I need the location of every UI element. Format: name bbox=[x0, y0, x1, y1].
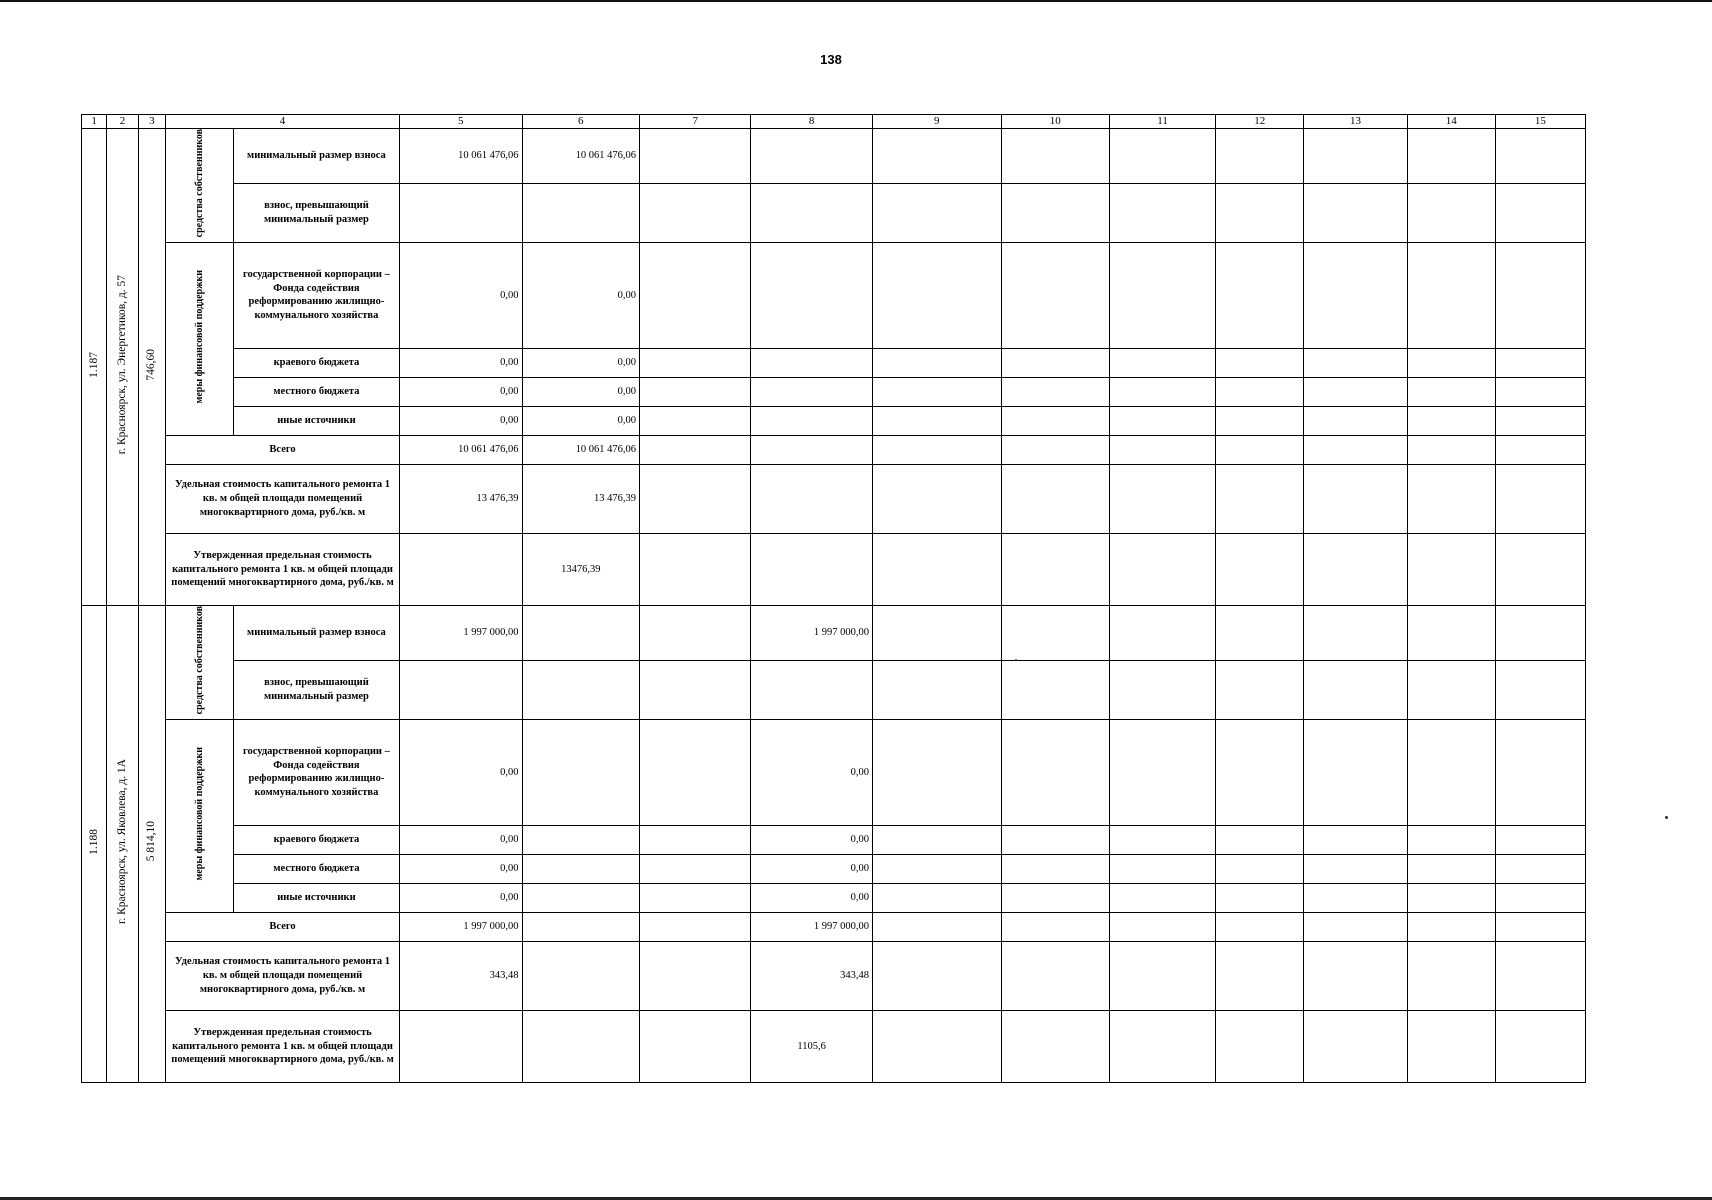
row-excess-fee bbox=[82, 183, 1586, 242]
column-header: 13 bbox=[1304, 115, 1407, 129]
cell-col7 bbox=[640, 129, 751, 184]
cell-col9 bbox=[872, 883, 1001, 912]
cell-col14 bbox=[1407, 883, 1495, 912]
cell-col15 bbox=[1495, 406, 1585, 435]
cell-col11 bbox=[1109, 912, 1215, 941]
row-total bbox=[82, 435, 1586, 464]
cell-col8 bbox=[751, 435, 873, 464]
cell-col6 bbox=[522, 660, 639, 719]
cell-col14 bbox=[1407, 242, 1495, 348]
column-header: 12 bbox=[1216, 115, 1304, 129]
cell-col5: 1 997 000,00 bbox=[399, 605, 522, 660]
cell-col9 bbox=[872, 660, 1001, 719]
cell-col12 bbox=[1216, 533, 1304, 605]
cell-col13 bbox=[1304, 377, 1407, 406]
cell-col11 bbox=[1109, 348, 1215, 377]
cell-col5 bbox=[399, 660, 522, 719]
row-other bbox=[82, 883, 1586, 912]
cell-col7 bbox=[640, 533, 751, 605]
cell-col9 bbox=[872, 242, 1001, 348]
cell-col5: 0,00 bbox=[399, 377, 522, 406]
object-address bbox=[107, 605, 138, 1082]
row-label: Утвержденная предельная стоимость капитального ремонта 1 кв. м общей площади помещений многоквартирного дома, руб./кв. м bbox=[166, 533, 400, 605]
cell-col8: 1 997 000,00 bbox=[751, 605, 873, 660]
object-area-text: 5 814,10 bbox=[145, 821, 158, 862]
cell-col6: 0,00 bbox=[522, 242, 639, 348]
cell-col10 bbox=[1001, 883, 1109, 912]
column-header: 1 bbox=[82, 115, 107, 129]
cell-col7 bbox=[640, 464, 751, 533]
cell-col8: 0,00 bbox=[751, 719, 873, 825]
cell-col13 bbox=[1304, 941, 1407, 1010]
cell-col6 bbox=[522, 883, 639, 912]
cell-col13 bbox=[1304, 242, 1407, 348]
cell-col5 bbox=[399, 1010, 522, 1082]
row-label: взнос, превышающий минимальный размер bbox=[233, 183, 399, 242]
cell-col7 bbox=[640, 183, 751, 242]
cell-col7 bbox=[640, 605, 751, 660]
cell-col9 bbox=[872, 1010, 1001, 1082]
cell-col5: 0,00 bbox=[399, 406, 522, 435]
cell-col5: 1 997 000,00 bbox=[399, 912, 522, 941]
object-area bbox=[138, 605, 165, 1082]
cell-col13 bbox=[1304, 854, 1407, 883]
repair-plan-table bbox=[81, 114, 1586, 1083]
row-limit-cost bbox=[82, 533, 1586, 605]
column-header: 5 bbox=[399, 115, 522, 129]
cell-col12 bbox=[1216, 1010, 1304, 1082]
cell-col10 bbox=[1001, 406, 1109, 435]
row-regional bbox=[82, 825, 1586, 854]
cell-col7 bbox=[640, 912, 751, 941]
cell-col9 bbox=[872, 854, 1001, 883]
cell-col14 bbox=[1407, 912, 1495, 941]
cell-col12 bbox=[1216, 464, 1304, 533]
cell-col14 bbox=[1407, 377, 1495, 406]
cell-col14 bbox=[1407, 854, 1495, 883]
financial-support-group bbox=[166, 242, 234, 435]
cell-col10 bbox=[1001, 129, 1109, 184]
cell-col6 bbox=[522, 825, 639, 854]
cell-col15 bbox=[1495, 183, 1585, 242]
cell-col7 bbox=[640, 883, 751, 912]
cell-col12 bbox=[1216, 348, 1304, 377]
cell-col15 bbox=[1495, 1010, 1585, 1082]
owners-funds-group bbox=[166, 129, 234, 243]
row-label: Всего bbox=[166, 435, 400, 464]
cell-col15 bbox=[1495, 719, 1585, 825]
cell-col7 bbox=[640, 719, 751, 825]
cell-col13 bbox=[1304, 605, 1407, 660]
row-min-fee bbox=[82, 129, 1586, 184]
cell-col8: 0,00 bbox=[751, 825, 873, 854]
cell-col7 bbox=[640, 435, 751, 464]
cell-col11 bbox=[1109, 719, 1215, 825]
owners-funds-group-text: средства собственников bbox=[193, 605, 205, 715]
cell-col6: 0,00 bbox=[522, 348, 639, 377]
cell-col8: 1105,6 bbox=[751, 1010, 873, 1082]
row-local bbox=[82, 377, 1586, 406]
row-unit-cost bbox=[82, 941, 1586, 1010]
cell-col7 bbox=[640, 242, 751, 348]
cell-col9 bbox=[872, 183, 1001, 242]
row-label: краевого бюджета bbox=[233, 825, 399, 854]
cell-col7 bbox=[640, 825, 751, 854]
column-header: 2 bbox=[107, 115, 138, 129]
cell-col15 bbox=[1495, 348, 1585, 377]
cell-col11 bbox=[1109, 464, 1215, 533]
cell-col9 bbox=[872, 464, 1001, 533]
column-header: 9 bbox=[872, 115, 1001, 129]
cell-col13 bbox=[1304, 406, 1407, 435]
cell-col10 bbox=[1001, 1010, 1109, 1082]
cell-col15 bbox=[1495, 435, 1585, 464]
row-label: местного бюджета bbox=[233, 854, 399, 883]
column-header: 15 bbox=[1495, 115, 1585, 129]
cell-col14 bbox=[1407, 348, 1495, 377]
owners-funds-group-text: средства собственников bbox=[193, 129, 205, 238]
cell-col6: 13476,39 bbox=[522, 533, 639, 605]
cell-col15 bbox=[1495, 941, 1585, 1010]
cell-col7 bbox=[640, 854, 751, 883]
cell-col12 bbox=[1216, 941, 1304, 1010]
row-label: государственной корпорации – Фонда содействия реформированию жилищно-коммунального хозяйства bbox=[233, 242, 399, 348]
object-area-text: 746,60 bbox=[145, 348, 158, 381]
cell-col10 bbox=[1001, 533, 1109, 605]
cell-col12 bbox=[1216, 183, 1304, 242]
cell-col6 bbox=[522, 912, 639, 941]
cell-col11 bbox=[1109, 883, 1215, 912]
cell-col10 bbox=[1001, 348, 1109, 377]
cell-col5: 13 476,39 bbox=[399, 464, 522, 533]
cell-col6: 10 061 476,06 bbox=[522, 129, 639, 184]
cell-col9 bbox=[872, 533, 1001, 605]
cell-col8 bbox=[751, 348, 873, 377]
cell-col14 bbox=[1407, 825, 1495, 854]
row-min-fee bbox=[82, 605, 1586, 660]
cell-col14 bbox=[1407, 1010, 1495, 1082]
column-header: 8 bbox=[751, 115, 873, 129]
cell-col14 bbox=[1407, 129, 1495, 184]
cell-col6 bbox=[522, 605, 639, 660]
row-fund bbox=[82, 242, 1586, 348]
cell-col7 bbox=[640, 660, 751, 719]
cell-col9 bbox=[872, 348, 1001, 377]
cell-col12 bbox=[1216, 129, 1304, 184]
row-other bbox=[82, 406, 1586, 435]
cell-col5 bbox=[399, 533, 522, 605]
cell-col12 bbox=[1216, 825, 1304, 854]
cell-col6: 13 476,39 bbox=[522, 464, 639, 533]
cell-col6: 0,00 bbox=[522, 377, 639, 406]
financial-support-group-text: меры финансовой поддержки bbox=[193, 269, 205, 404]
cell-col9 bbox=[872, 377, 1001, 406]
cell-col12 bbox=[1216, 435, 1304, 464]
cell-col13 bbox=[1304, 825, 1407, 854]
cell-col5: 0,00 bbox=[399, 825, 522, 854]
cell-col14 bbox=[1407, 464, 1495, 533]
cell-col12 bbox=[1216, 883, 1304, 912]
cell-col8 bbox=[751, 464, 873, 533]
cell-col10 bbox=[1001, 825, 1109, 854]
cell-col11 bbox=[1109, 533, 1215, 605]
cell-col6 bbox=[522, 183, 639, 242]
cell-col10 bbox=[1001, 435, 1109, 464]
cell-col15 bbox=[1495, 533, 1585, 605]
cell-col13 bbox=[1304, 912, 1407, 941]
row-excess-fee bbox=[82, 660, 1586, 719]
cell-col14 bbox=[1407, 183, 1495, 242]
scan-top-edge bbox=[0, 0, 1712, 2]
cell-col9 bbox=[872, 912, 1001, 941]
owners-funds-group bbox=[166, 605, 234, 719]
row-total bbox=[82, 912, 1586, 941]
financial-support-group-text: меры финансовой поддержки bbox=[193, 746, 205, 881]
cell-col14 bbox=[1407, 533, 1495, 605]
cell-col11 bbox=[1109, 377, 1215, 406]
cell-col13 bbox=[1304, 533, 1407, 605]
cell-col11 bbox=[1109, 1010, 1215, 1082]
cell-col14 bbox=[1407, 660, 1495, 719]
cell-col11 bbox=[1109, 941, 1215, 1010]
cell-col10 bbox=[1001, 854, 1109, 883]
cell-col6 bbox=[522, 719, 639, 825]
cell-col12 bbox=[1216, 854, 1304, 883]
cell-col5 bbox=[399, 183, 522, 242]
cell-col8 bbox=[751, 660, 873, 719]
cell-col14 bbox=[1407, 406, 1495, 435]
cell-col8 bbox=[751, 533, 873, 605]
row-label: минимальный размер взноса bbox=[233, 605, 399, 660]
cell-col8: 1 997 000,00 bbox=[751, 912, 873, 941]
cell-col10 bbox=[1001, 464, 1109, 533]
cell-col9 bbox=[872, 435, 1001, 464]
cell-col13 bbox=[1304, 183, 1407, 242]
cell-col5: 10 061 476,06 bbox=[399, 435, 522, 464]
cell-col15 bbox=[1495, 377, 1585, 406]
row-label: взнос, превышающий минимальный размер bbox=[233, 660, 399, 719]
object-id-text: 1.187 bbox=[87, 351, 100, 378]
scan-speck bbox=[1665, 816, 1668, 819]
cell-col15 bbox=[1495, 854, 1585, 883]
object-address-text: г. Красноярск, ул. Энергетиков, д. 57 bbox=[116, 275, 129, 455]
cell-col15 bbox=[1495, 660, 1585, 719]
cell-col11 bbox=[1109, 660, 1215, 719]
cell-col12 bbox=[1216, 719, 1304, 825]
cell-col8 bbox=[751, 377, 873, 406]
cell-col10 bbox=[1001, 660, 1109, 719]
row-label: Всего bbox=[166, 912, 400, 941]
cell-col5: 0,00 bbox=[399, 854, 522, 883]
cell-col14 bbox=[1407, 941, 1495, 1010]
row-label: иные источники bbox=[233, 883, 399, 912]
column-number-row bbox=[82, 115, 1586, 129]
cell-col14 bbox=[1407, 605, 1495, 660]
row-label: краевого бюджета bbox=[233, 348, 399, 377]
cell-col10 bbox=[1001, 941, 1109, 1010]
object-address-text: г. Красноярск, ул. Яковлева, д. 1А bbox=[116, 759, 129, 925]
cell-col8: 0,00 bbox=[751, 854, 873, 883]
cell-col14 bbox=[1407, 719, 1495, 825]
row-regional bbox=[82, 348, 1586, 377]
cell-col5: 0,00 bbox=[399, 883, 522, 912]
cell-col11 bbox=[1109, 854, 1215, 883]
row-local bbox=[82, 854, 1586, 883]
column-header: 6 bbox=[522, 115, 639, 129]
scan-speck bbox=[1015, 659, 1017, 661]
object-address bbox=[107, 129, 138, 606]
cell-col11 bbox=[1109, 242, 1215, 348]
cell-col11 bbox=[1109, 406, 1215, 435]
row-label: Удельная стоимость капитального ремонта 1 кв. м общей площади помещений многоквартирного дома, руб./кв. м bbox=[166, 941, 400, 1010]
cell-col6: 0,00 bbox=[522, 406, 639, 435]
cell-col11 bbox=[1109, 183, 1215, 242]
cell-col7 bbox=[640, 941, 751, 1010]
cell-col8 bbox=[751, 406, 873, 435]
cell-col7 bbox=[640, 406, 751, 435]
column-header: 10 bbox=[1001, 115, 1109, 129]
cell-col9 bbox=[872, 825, 1001, 854]
cell-col8: 343,48 bbox=[751, 941, 873, 1010]
cell-col9 bbox=[872, 941, 1001, 1010]
cell-col6: 10 061 476,06 bbox=[522, 435, 639, 464]
object-id bbox=[82, 129, 107, 606]
cell-col7 bbox=[640, 1010, 751, 1082]
cell-col15 bbox=[1495, 605, 1585, 660]
row-fund bbox=[82, 719, 1586, 825]
cell-col15 bbox=[1495, 242, 1585, 348]
cell-col12 bbox=[1216, 406, 1304, 435]
cell-col8 bbox=[751, 242, 873, 348]
cell-col12 bbox=[1216, 912, 1304, 941]
cell-col10 bbox=[1001, 912, 1109, 941]
cell-col12 bbox=[1216, 377, 1304, 406]
cell-col14 bbox=[1407, 435, 1495, 464]
cell-col6 bbox=[522, 941, 639, 1010]
cell-col12 bbox=[1216, 605, 1304, 660]
cell-col15 bbox=[1495, 912, 1585, 941]
cell-col13 bbox=[1304, 719, 1407, 825]
cell-col5: 10 061 476,06 bbox=[399, 129, 522, 184]
cell-col9 bbox=[872, 406, 1001, 435]
row-limit-cost bbox=[82, 1010, 1586, 1082]
cell-col6 bbox=[522, 854, 639, 883]
column-header: 3 bbox=[138, 115, 165, 129]
cell-col12 bbox=[1216, 660, 1304, 719]
cell-col12 bbox=[1216, 242, 1304, 348]
row-label: иные источники bbox=[233, 406, 399, 435]
cell-col8: 0,00 bbox=[751, 883, 873, 912]
cell-col9 bbox=[872, 605, 1001, 660]
row-label: государственной корпорации – Фонда содействия реформированию жилищно-коммунального хозяйства bbox=[233, 719, 399, 825]
cell-col13 bbox=[1304, 129, 1407, 184]
row-label: Утвержденная предельная стоимость капитального ремонта 1 кв. м общей площади помещений многоквартирного дома, руб./кв. м bbox=[166, 1010, 400, 1082]
cell-col15 bbox=[1495, 883, 1585, 912]
cell-col13 bbox=[1304, 660, 1407, 719]
row-label: Удельная стоимость капитального ремонта 1 кв. м общей площади помещений многоквартирного дома, руб./кв. м bbox=[166, 464, 400, 533]
object-id bbox=[82, 605, 107, 1082]
cell-col9 bbox=[872, 129, 1001, 184]
cell-col15 bbox=[1495, 129, 1585, 184]
cell-col9 bbox=[872, 719, 1001, 825]
cell-col13 bbox=[1304, 883, 1407, 912]
cell-col7 bbox=[640, 377, 751, 406]
column-header: 7 bbox=[640, 115, 751, 129]
cell-col10 bbox=[1001, 605, 1109, 660]
cell-col5: 343,48 bbox=[399, 941, 522, 1010]
row-label: минимальный размер взноса bbox=[233, 129, 399, 184]
cell-col8 bbox=[751, 183, 873, 242]
cell-col11 bbox=[1109, 129, 1215, 184]
cell-col11 bbox=[1109, 825, 1215, 854]
cell-col13 bbox=[1304, 435, 1407, 464]
cell-col15 bbox=[1495, 825, 1585, 854]
cell-col7 bbox=[640, 348, 751, 377]
cell-col5: 0,00 bbox=[399, 348, 522, 377]
cell-col13 bbox=[1304, 1010, 1407, 1082]
page-number: 138 bbox=[820, 52, 842, 67]
cell-col11 bbox=[1109, 605, 1215, 660]
cell-col13 bbox=[1304, 348, 1407, 377]
cell-col8 bbox=[751, 129, 873, 184]
cell-col10 bbox=[1001, 377, 1109, 406]
column-header: 14 bbox=[1407, 115, 1495, 129]
column-header: 4 bbox=[166, 115, 400, 129]
cell-col13 bbox=[1304, 464, 1407, 533]
cell-col10 bbox=[1001, 183, 1109, 242]
cell-col6 bbox=[522, 1010, 639, 1082]
column-header: 11 bbox=[1109, 115, 1215, 129]
object-area bbox=[138, 129, 165, 606]
cell-col15 bbox=[1495, 464, 1585, 533]
cell-col10 bbox=[1001, 719, 1109, 825]
financial-support-group bbox=[166, 719, 234, 912]
cell-col5: 0,00 bbox=[399, 719, 522, 825]
row-unit-cost bbox=[82, 464, 1586, 533]
row-label: местного бюджета bbox=[233, 377, 399, 406]
cell-col5: 0,00 bbox=[399, 242, 522, 348]
cell-col10 bbox=[1001, 242, 1109, 348]
cell-col11 bbox=[1109, 435, 1215, 464]
object-id-text: 1.188 bbox=[87, 828, 100, 855]
